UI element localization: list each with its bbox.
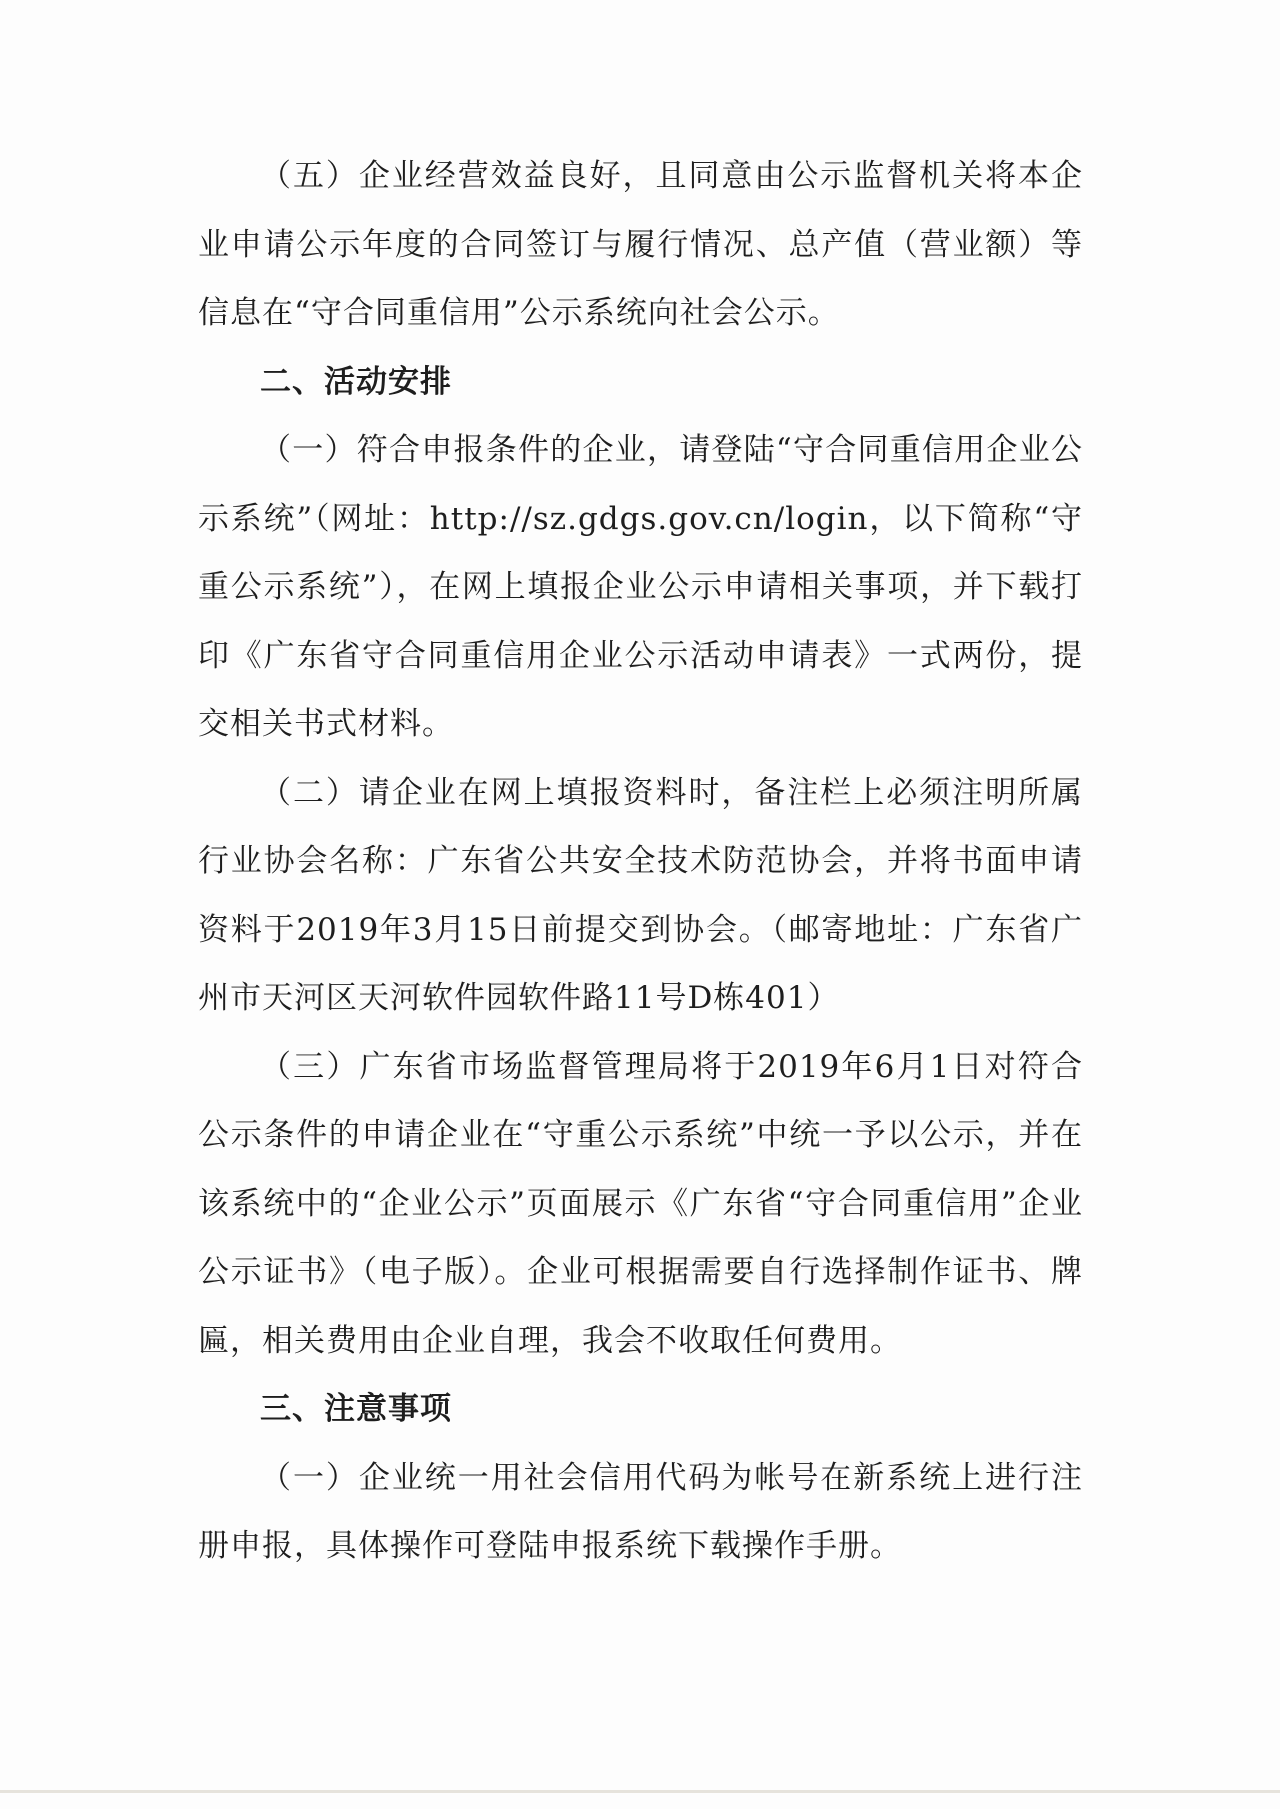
page-bottom-edge bbox=[0, 1790, 1280, 1793]
section-heading-activity-arrangement: 二、活动安排 bbox=[260, 363, 452, 400]
paragraph-arrangement-2: （二）请企业在网上填报资料时，备注栏上必须注明所属行业协会名称：广东省公共安全技术防范协会，并将书面申请资料于2019年3月15日前提交到协会。（邮寄地址：广东省广州市天河区天河软件园软件路11号D栋401） bbox=[198, 774, 1083, 1016]
paragraph-condition-5: （五）企业经营效益良好，且同意由公示监督机关将本企业申请公示年度的合同签订与履行情况、总产值（营业额）等信息在“守合同重信用”公示系统向社会公示。 bbox=[198, 158, 1083, 331]
document-body bbox=[198, 142, 1083, 1581]
paragraph-arrangement-1: （一）符合申报条件的企业，请登陆“守合同重信用企业公示系统”（网址：http://sz.gdgs.gov.cn/login，以下简称“守重公示系统”），在网上填报企业公示申请相关事项，并下载打印《广东省守合同重信用企业公示活动申请表》一式两份，提交相关书式材料。 bbox=[198, 432, 1083, 742]
paragraph-arrangement-3: （三）广东省市场监督管理局将于2019年6月1日对符合公示条件的申请企业在“守重公示系统”中统一予以公示，并在该系统中的“企业公示”页面展示《广东省“守合同重信用”企业公示证书》（电子版）。企业可根据需要自行选择制作证书、牌匾，相关费用由企业自理，我会不收取任何费用。 bbox=[198, 1048, 1083, 1359]
section-heading-notes: 三、注意事项 bbox=[260, 1391, 452, 1427]
paragraph-notes-1: （一）企业统一用社会信用代码为帐号在新系统上进行注册申报，具体操作可登陆申报系统下载操作手册。 bbox=[198, 1459, 1083, 1564]
